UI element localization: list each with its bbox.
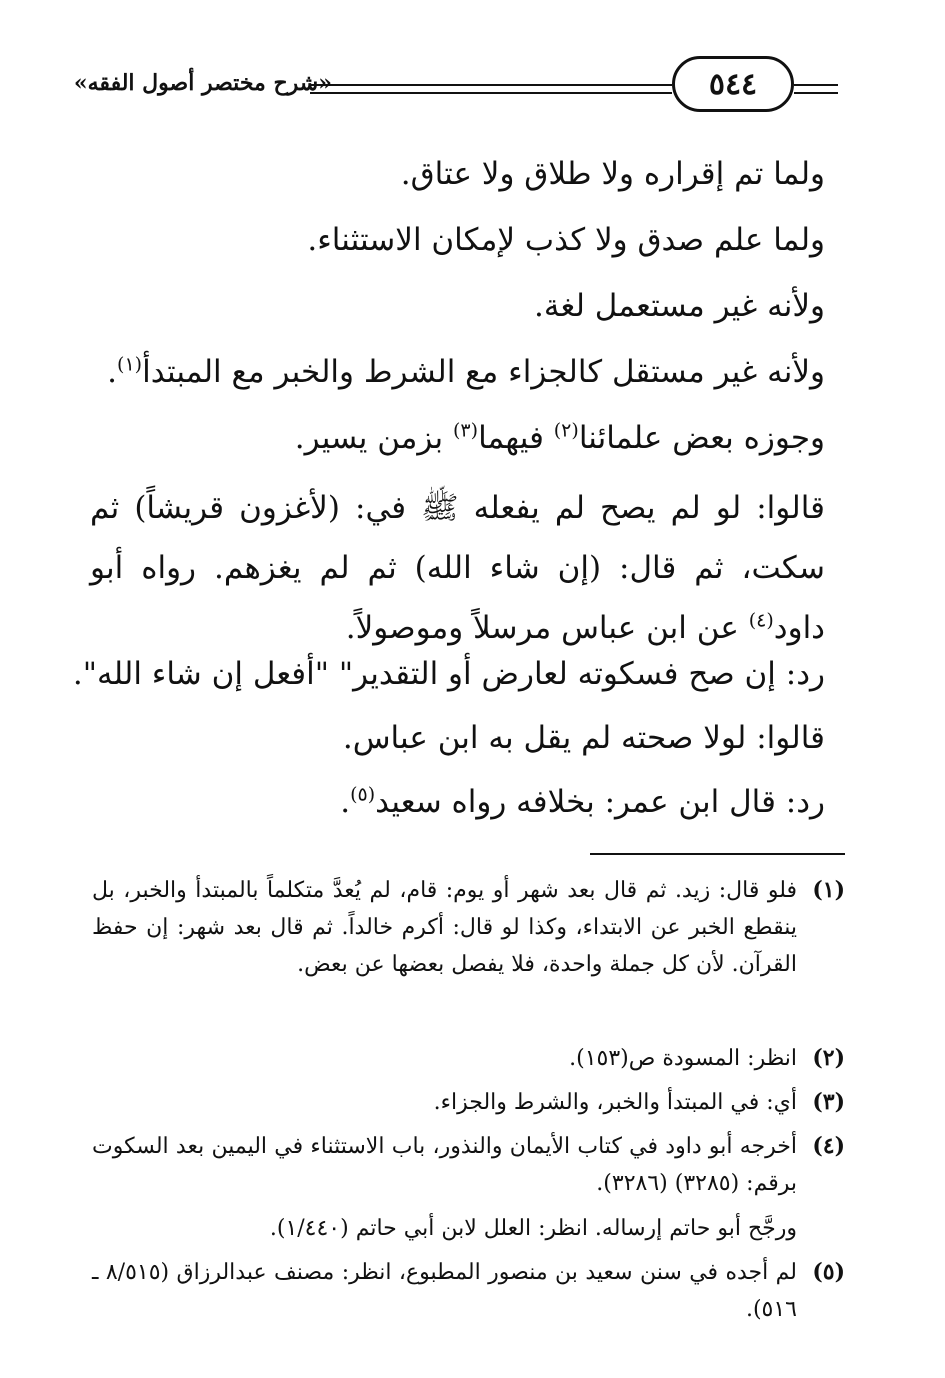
page-number-text: ٥٤٤	[708, 66, 758, 102]
main-line-8: قالوا: لولا صحته لم يقل به ابن عباس.	[342, 720, 825, 756]
footnote-3-text: أي: في المبتدأ والخبر، والشرط والجزاء.	[433, 1090, 797, 1115]
main-paragraph-6-a: قالوا: لو لم يصح لم يفعله ﷺ في: (لأغزون قريشاً) ثم سكت، ثم قال: (إن شاء الله) ثم لم يغزهم. رواه أبو داود	[90, 490, 825, 646]
main-paragraph-6-b: عن ابن عباس مرسلاً وموصولاً.	[345, 610, 749, 646]
main-paragraph-6	[90, 478, 825, 658]
main-line-5-b: فيهما	[478, 420, 554, 456]
main-line-5-a: وجوزه بعض علمائنا	[578, 420, 825, 456]
footnote-3-number: (٣)	[812, 1089, 845, 1115]
footnote-ref-3[interactable]: (٣)	[453, 419, 479, 442]
footnote-2-text: انظر: المسودة ص(١٥٣).	[569, 1046, 797, 1071]
main-line-9-text: رد: قال ابن عمر: بخلافه رواه سعيد	[375, 784, 825, 820]
footnote-5-number: (٥)	[812, 1259, 845, 1285]
footnote-4-number: (٤)	[812, 1133, 845, 1159]
main-line-4	[90, 350, 825, 394]
footnote-5-text: لم أجده في سنن سعيد بن منصور المطبوع، انظر: مصنف عبدالرزاق (٨/٥١٥ ـ ٥١٦).	[92, 1260, 797, 1322]
footnote-separator	[590, 853, 845, 855]
main-line-7: رد: إن صح فسكوته لعارض أو التقدير" "أفعل إن شاء الله".	[72, 656, 825, 692]
header-rule-right-top	[794, 84, 838, 86]
footnote-3	[92, 1084, 845, 1121]
main-line-9	[90, 780, 825, 824]
main-line-4-text: ولأنه غير مستقل كالجزاء مع الشرط والخبر مع المبتدأ	[142, 354, 825, 390]
footnote-4-extra-text: ورجَّح أبو حاتم إرساله. انظر: العلل لابن أبي حاتم (١/٤٤٠).	[269, 1216, 797, 1241]
footnote-4-extra	[92, 1210, 845, 1247]
footnote-1-text: فلو قال: زيد. ثم قال بعد شهر أو يوم: قام، لم يُعدَّ متكلماً بالمبتدأ والخبر، بل ينقطع الخبر عن الابتداء، وكذا لو قال: أكرم خالداً. ثم قال بعد شهر: إن حفظ القرآن. لأن كل جملة واحدة، فلا يفصل بعضها عن بعض.	[92, 878, 797, 977]
main-line-2: ولما علم صدق ولا كذب لإمكان الاستثناء.	[307, 222, 825, 258]
footnote-2	[92, 1040, 845, 1077]
header-rule-bottom	[310, 92, 672, 94]
main-line-4-end: .	[107, 354, 118, 390]
footnote-4-text: أخرجه أبو داود في كتاب الأيمان والنذور، باب الاستثناء في اليمين بعد السكوت برقم: (٣٢٨٥) (٣٢٨٦).	[92, 1134, 797, 1196]
footnote-ref-4[interactable]: (٤)	[748, 609, 774, 632]
footnote-ref-5[interactable]: (٥)	[350, 783, 376, 806]
main-line-1: ولما تم إقراره ولا طلاق ولا عتاق.	[400, 156, 825, 192]
footnote-1	[92, 872, 845, 983]
footnote-ref-2[interactable]: (٢)	[553, 419, 579, 442]
main-line-5-c: بزمن يسير.	[294, 420, 453, 456]
header-rule-right-bottom	[794, 92, 838, 94]
footnote-4	[92, 1128, 845, 1202]
running-title: «شرح مختصر أصول الفقه»	[73, 70, 332, 96]
footnote-1-number: (١)	[812, 877, 845, 903]
main-line-3: ولأنه غير مستعمل لغة.	[534, 288, 825, 324]
footnote-ref-1[interactable]: (١)	[117, 353, 143, 376]
footnote-5	[92, 1254, 845, 1328]
header-rule-top	[310, 84, 672, 86]
main-line-9-end: .	[340, 784, 351, 820]
main-line-5	[90, 416, 825, 460]
page-number	[672, 56, 794, 112]
footnote-2-number: (٢)	[812, 1045, 845, 1071]
